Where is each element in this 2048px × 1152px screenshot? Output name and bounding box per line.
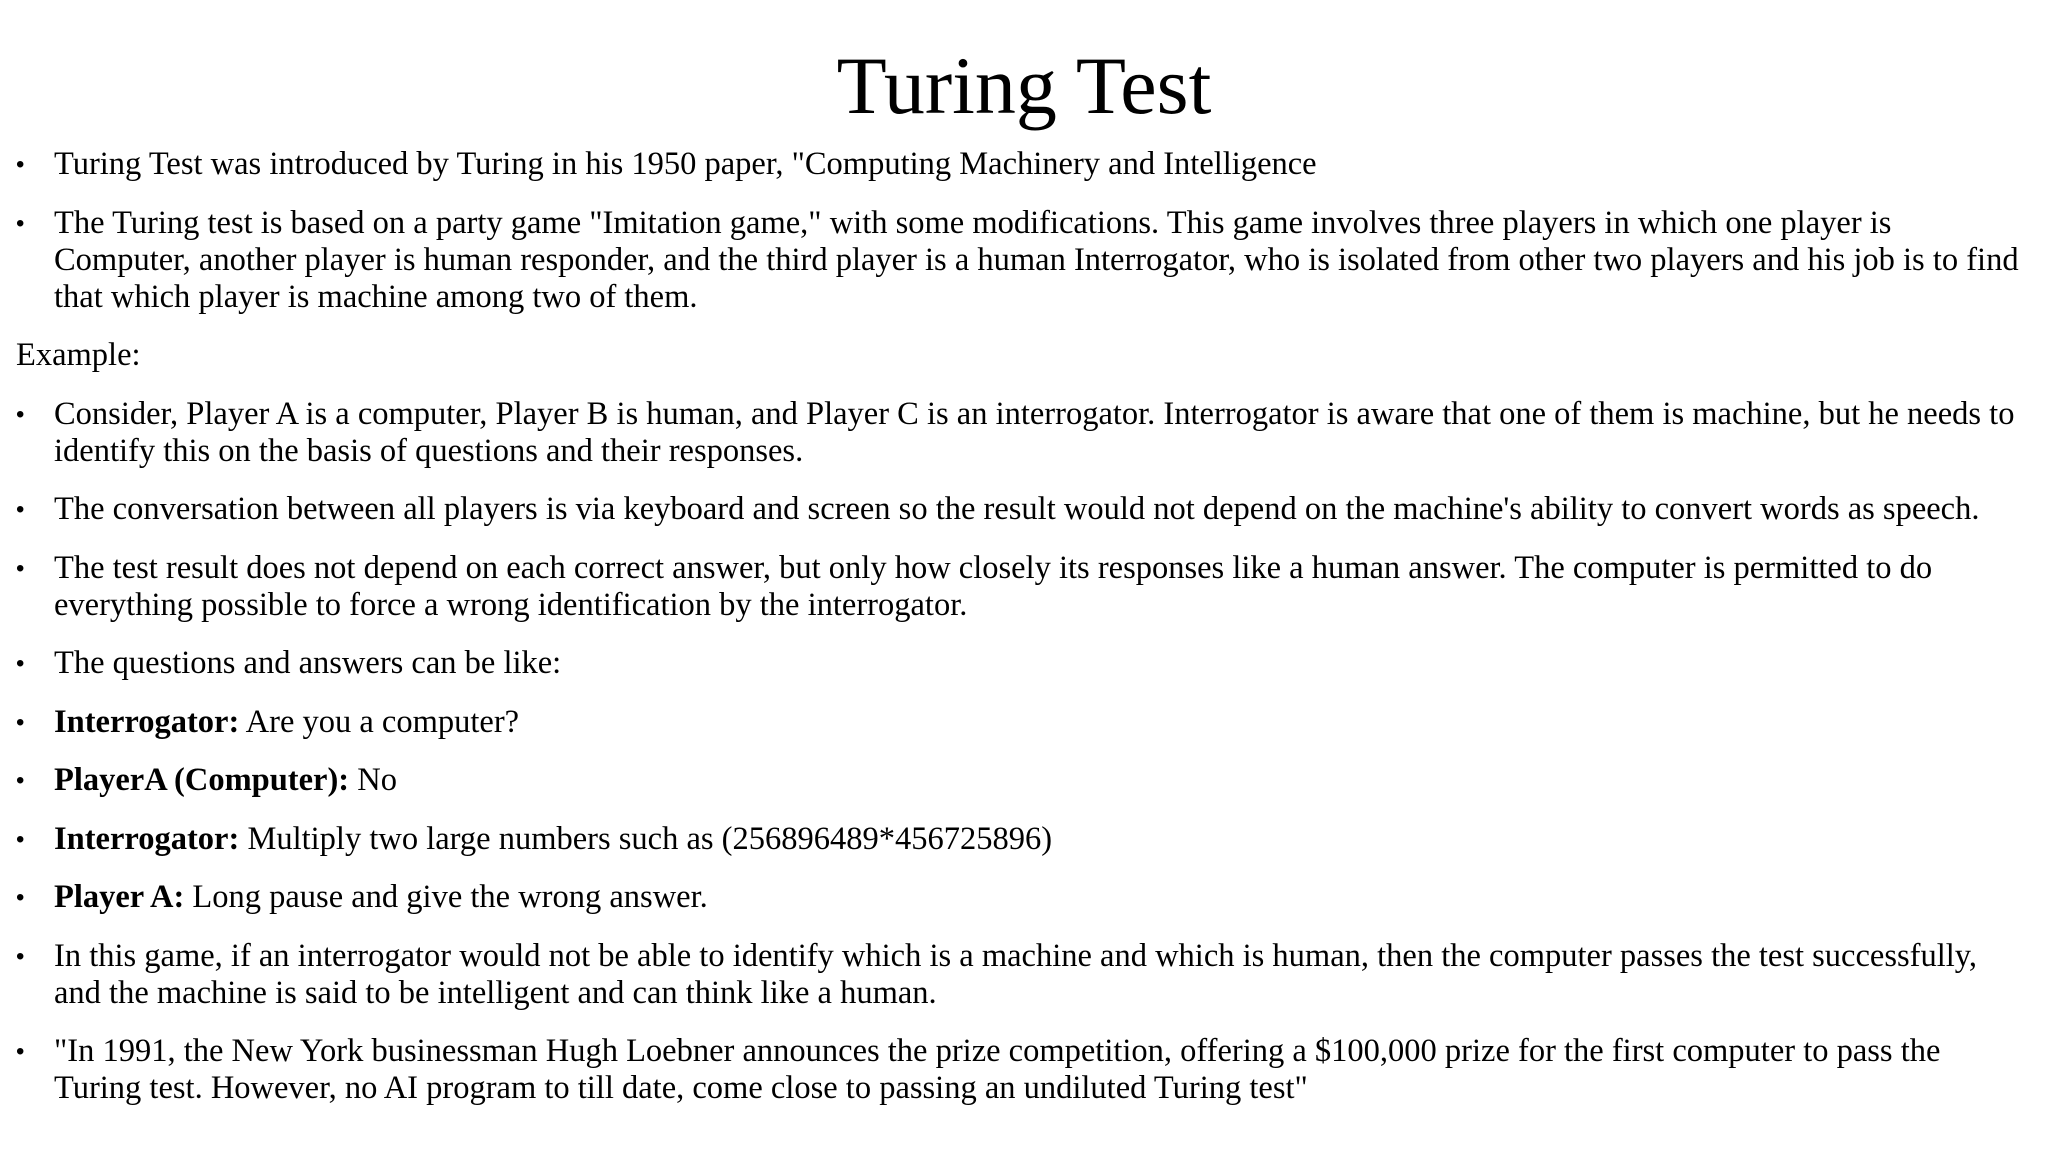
bullet-icon: • [16,767,25,794]
bullet-icon: • [16,400,25,428]
bullet-text: Multiply two large numbers such as (256896489*456725896) [239,820,1053,857]
bullet-icon: • [16,496,25,523]
bullet-text: The conversation between all players is via keyboard and screen so the result would not depend on the machine's ability to convert words as speech. [54,491,1980,527]
bullet-item [16,704,2026,741]
bullet-icon: • [16,151,25,178]
speaker-label: Player A: [54,879,185,915]
bullet-item [16,146,2026,183]
bullet-item [16,938,2026,1012]
bullet-text: In this game, if an interrogator would not be able to identify which is a machine and which is human, then the computer passes the test successfully, and the machine is said to be intelligent and can think like a human. [54,937,1978,1011]
bullet-item [16,645,2026,682]
bullet-text: Are you a computer? [239,703,520,740]
bullet-text: Turing Test was introduced by Turing in his 1950 paper, "Computing Machinery and Intelligence [54,146,1317,182]
speaker-label: Interrogator: [54,703,240,740]
bullet-text: The test result does not depend on each correct answer, but only how closely its responses like a human answer. The computer is permitted to do everything possible to force a wrong identification by the interrogator. [54,549,1933,623]
bullet-item [16,762,2026,799]
bullet-item [16,821,2026,858]
slide-content [16,146,2026,1129]
bullet-icon: • [16,884,25,911]
speaker-label: PlayerA (Computer): [54,762,350,798]
bullet-item [16,205,2026,316]
bullet-item [16,550,2026,624]
bullet-text: "In 1991, the New York businessman Hugh Loebner announces the prize competition, offering a $100,000 prize for the first computer to pass the Turing test. However, no AI program to till date, come close to passing an undiluted Turing test" [54,1033,1941,1106]
bullet-text: No [349,762,397,798]
bullet-text: The Turing test is based on a party game "Imitation game," with some modifications. This game involves three players in which one player is Computer, another player is human responder, and the third player is a human Interrogator, who is isolated from other two players and his job is to find that which player is machine among two of them. [54,204,2019,315]
bullet-icon: • [16,209,25,237]
slide-title: Turing Test [836,40,1212,131]
bullet-item [16,491,2026,528]
paragraph-text: Example: [16,337,141,373]
bullet-text: Consider, Player A is a computer, Player B is human, and Player C is an interrogator. Interrogator is aware that one of them is machine, but he needs to identify this on the basis of questions and their responses. [54,395,2015,469]
bullet-icon: • [16,554,25,582]
bullet-icon: • [16,942,25,970]
bullet-icon: • [16,825,25,853]
bullet-icon: • [16,708,25,736]
speaker-label: Interrogator: [54,820,240,857]
bullet-item [16,396,2026,470]
bullet-item [16,879,2026,916]
paragraph [16,337,2026,374]
bullet-item [16,1033,2026,1107]
bullet-icon: • [16,650,25,677]
bullet-text: Long pause and give the wrong answer. [184,879,708,915]
bullet-text: The questions and answers can be like: [54,645,562,681]
bullet-icon: • [16,1038,25,1065]
